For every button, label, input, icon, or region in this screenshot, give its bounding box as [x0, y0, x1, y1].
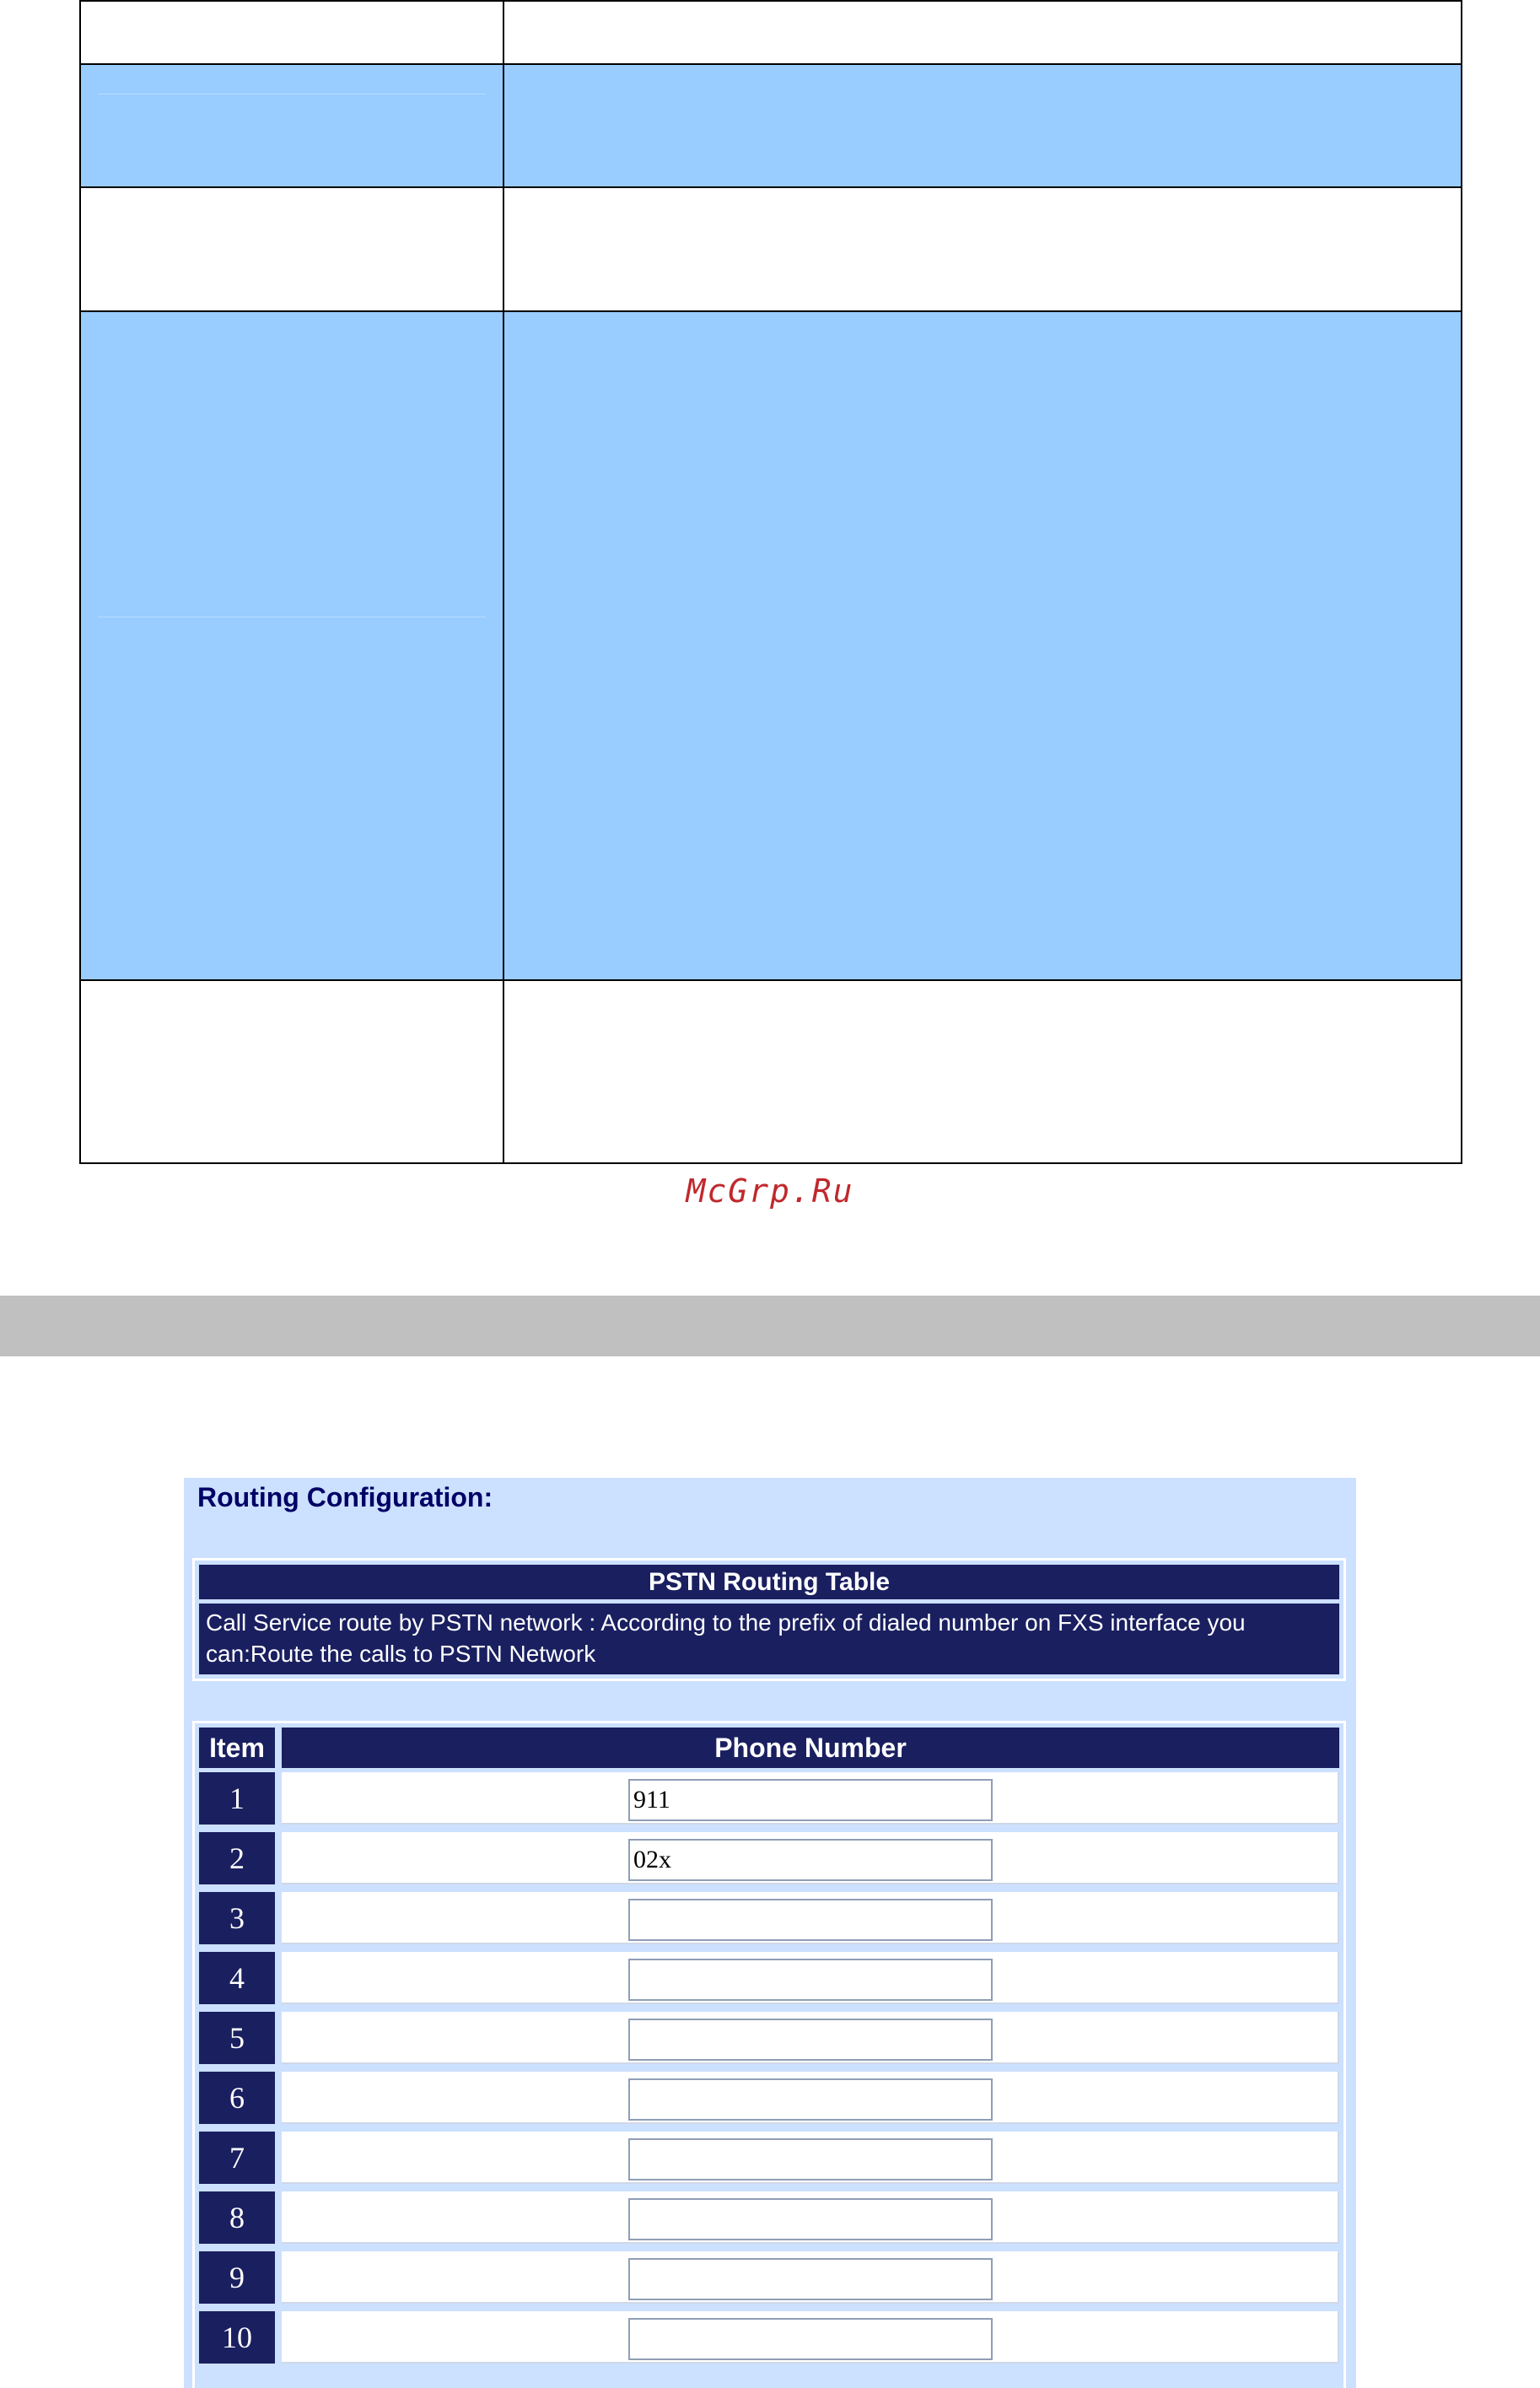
phone-number-input[interactable]	[628, 2078, 993, 2121]
item-number: 10	[199, 2311, 275, 2364]
column-header-item: Item	[199, 1728, 275, 1768]
table-row	[199, 2311, 1339, 2371]
table-row	[199, 1772, 1339, 1832]
table-header	[199, 1728, 1339, 1768]
phone-number-table	[192, 1721, 1346, 2388]
table-cell	[80, 1, 503, 64]
phone-number-input[interactable]	[628, 2198, 993, 2240]
table-cell	[80, 64, 503, 187]
table-row	[199, 2132, 1339, 2191]
table-description: Call Service route by PSTN network : According to the prefix of dialed number on FXS interface you can:Route the calls to PSTN Network	[199, 1604, 1339, 1674]
item-number: 6	[199, 2072, 275, 2124]
table-row	[199, 1832, 1339, 1892]
table-cell	[80, 980, 503, 1163]
table-cell	[503, 980, 1462, 1163]
phone-number-input[interactable]	[628, 2318, 993, 2360]
item-number: 3	[199, 1892, 275, 1944]
watermark: McGrp.Ru	[686, 1172, 854, 1210]
phone-number-input[interactable]	[628, 1839, 993, 1881]
phone-cell	[282, 1952, 1339, 2004]
table-row	[199, 2251, 1339, 2311]
table-row	[199, 2191, 1339, 2251]
table-cell	[503, 187, 1462, 311]
section-header-bar	[0, 1296, 1540, 1356]
item-number: 4	[199, 1952, 275, 2004]
phone-number-input[interactable]	[628, 1899, 993, 1941]
table-cell	[80, 187, 503, 311]
item-number: 8	[199, 2191, 275, 2244]
routing-configuration-panel	[184, 1478, 1356, 2388]
table-cell	[80, 311, 503, 980]
table-cell	[503, 64, 1462, 187]
phone-number-input[interactable]	[628, 1779, 993, 1821]
phone-cell	[282, 1772, 1339, 1825]
phone-cell	[282, 2191, 1339, 2244]
page-title: Routing Configuration:	[197, 1482, 493, 1512]
item-number: 5	[199, 2012, 275, 2064]
parameter-table	[79, 0, 1462, 1164]
phone-number-input[interactable]	[628, 2138, 993, 2180]
table-row	[199, 1952, 1339, 2012]
table-cell	[503, 311, 1462, 980]
table-cell	[503, 1, 1462, 64]
item-number: 7	[199, 2132, 275, 2184]
table-row	[199, 2072, 1339, 2132]
phone-cell	[282, 1892, 1339, 1944]
table-title: PSTN Routing Table	[199, 1565, 1339, 1599]
item-number: 9	[199, 2251, 275, 2304]
phone-cell	[282, 2311, 1339, 2364]
phone-number-input[interactable]	[628, 2258, 993, 2300]
phone-number-input[interactable]	[628, 1959, 993, 2001]
phone-cell	[282, 2251, 1339, 2304]
phone-cell	[282, 2132, 1339, 2184]
table-row	[199, 1892, 1339, 1952]
pstn-routing-info	[192, 1558, 1346, 1681]
item-number: 1	[199, 1772, 275, 1825]
table-row	[199, 2012, 1339, 2072]
phone-number-input[interactable]	[628, 2019, 993, 2061]
phone-cell	[282, 2012, 1339, 2064]
item-number: 2	[199, 1832, 275, 1884]
phone-cell	[282, 1832, 1339, 1884]
phone-cell	[282, 2072, 1339, 2124]
column-header-phone-number: Phone Number	[282, 1728, 1339, 1768]
